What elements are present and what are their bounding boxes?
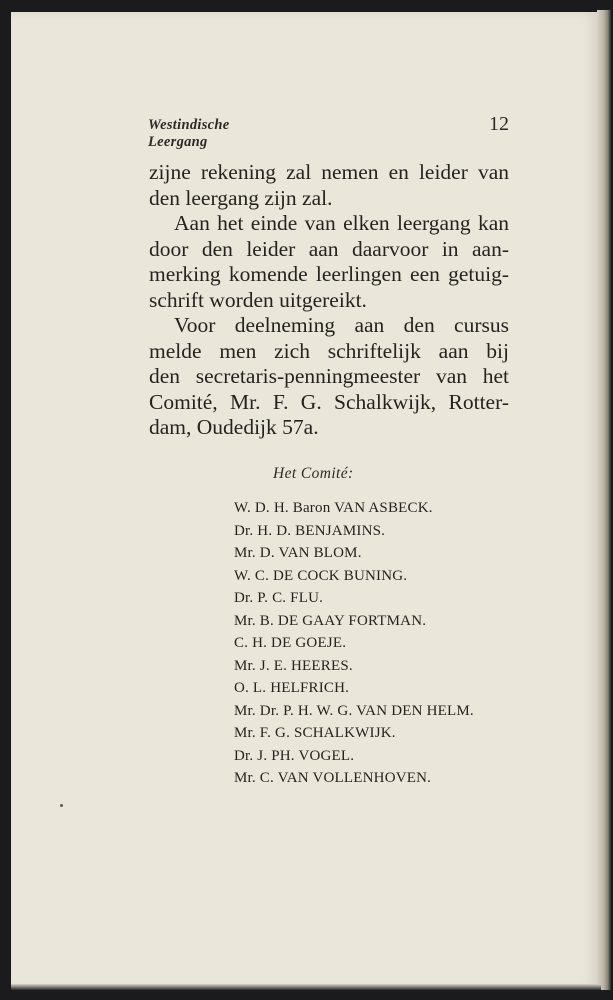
committee-member: Dr. J. PH. VOGEL. — [234, 747, 355, 764]
body-line: merking komende leerlingen een getuig- — [149, 262, 509, 286]
body-line: zijne rekening zal nemen en leider van — [149, 160, 509, 184]
body-line: schrift worden uitgereikt. — [149, 287, 367, 312]
committee-member: Mr. B. DE GAAY FORTMAN. — [234, 612, 427, 629]
paper-speck — [60, 804, 63, 807]
committee-heading: Het Comité: — [273, 465, 354, 482]
committee-member: C. H. DE GOEJE. — [234, 635, 347, 651]
body-line: door den leider aan daarvoor in aan- — [149, 236, 509, 261]
committee-member: Mr. D. VAN BLOM. — [234, 545, 362, 561]
running-header — [148, 117, 229, 151]
body-line: melde men zich schriftelijk aan bij — [149, 338, 509, 363]
committee-member: Mr. Dr. P. H. W. G. VAN DEN HELM. — [234, 702, 474, 719]
body-line: den secretaris-penningmeester van het — [149, 364, 509, 388]
running-header-line1: Westindische — [148, 117, 230, 133]
body-line: Comité, Mr. F. G. Schalkwijk, Rotter- — [149, 389, 509, 414]
page-number: 12 — [489, 113, 509, 135]
committee-member: W. C. DE COCK BUNING. — [234, 567, 408, 584]
body-line: Voor deelneming aan den cursus — [174, 313, 509, 337]
page-edge — [597, 10, 611, 990]
committee-member: W. D. H. Baron VAN ASBECK. — [234, 500, 433, 516]
committee-member: Dr. P. C. FLU. — [234, 590, 324, 606]
committee-member: Mr. F. G. SCHALKWIJK. — [234, 725, 396, 741]
committee-member-list — [234, 497, 474, 790]
committee-member: Mr. C. VAN VOLLENHOVEN. — [234, 770, 432, 786]
body-text — [149, 160, 509, 441]
committee-member: Mr. J. E. HEERES. — [234, 657, 353, 674]
body-line: den leergang zijn zal. — [149, 185, 333, 210]
running-header-line2: Leergang — [148, 134, 208, 150]
committee-member: O. L. HELFRICH. — [234, 680, 350, 696]
page-bottom-edge — [11, 984, 601, 990]
body-line: dam, Oudedijk 57a. — [149, 415, 319, 439]
committee-member: Dr. H. D. BENJAMINS. — [234, 522, 386, 539]
body-line: Aan het einde van elken leergang kan — [174, 211, 509, 235]
